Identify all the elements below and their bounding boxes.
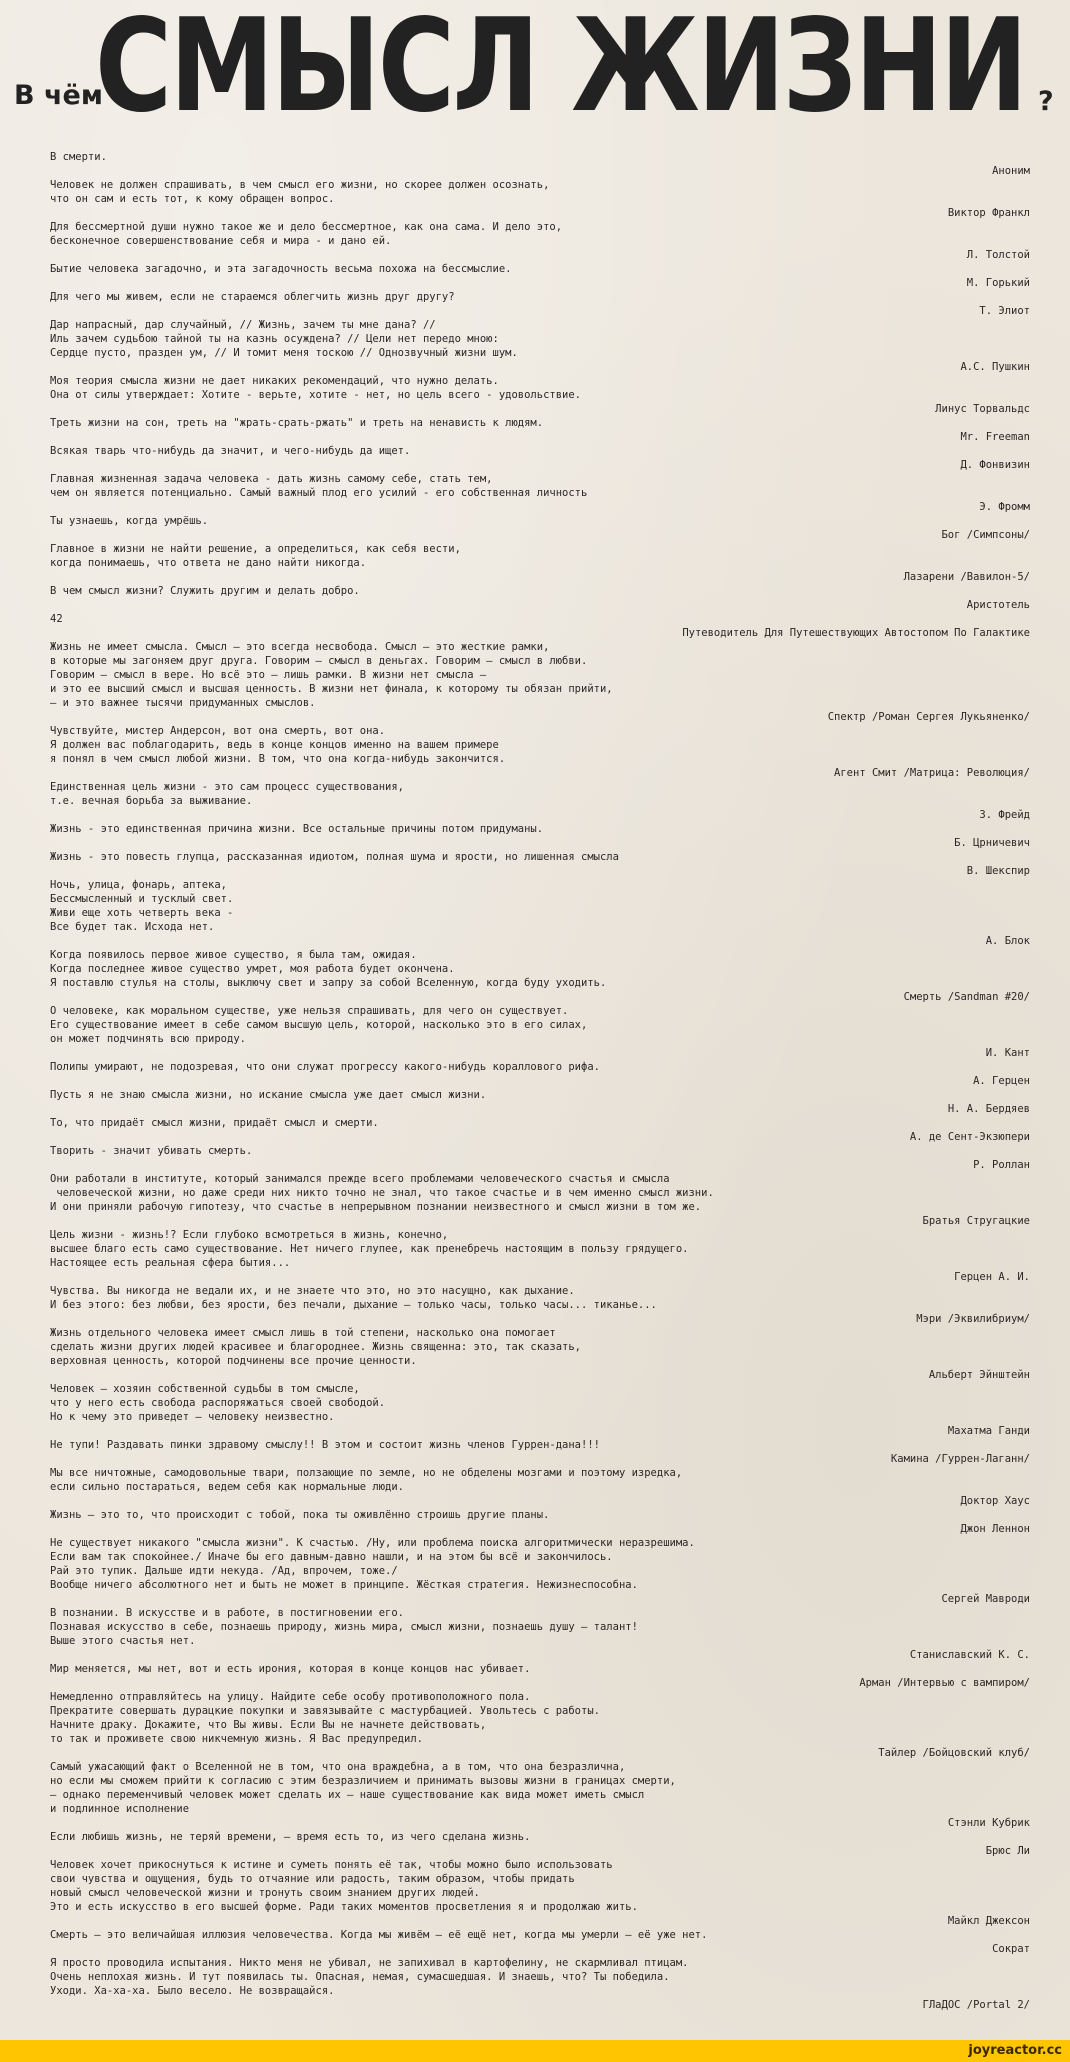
quote-line: Главное в жизни не найти решение, а определиться, как себя вести, <box>50 543 461 555</box>
quote-line: Очень неплохая жизнь. И тут появилась ты. Опасная, немая, сумасшедшая. И знаешь, что? Ты победила. <box>50 1971 670 1983</box>
quote-line: Жизнь не имеет смысла. Смысл — это всегда несвобода. Смысл — это жесткие рамки, <box>50 641 550 653</box>
quote-line: Это и есть искусство в его высшей форме. Ради таких моментов просветления я и продолжаю жить. <box>50 1901 638 1913</box>
quote-line: 42 <box>50 613 63 625</box>
quote-line: Начните драку. Докажите, что Вы живы. Если Вы не начнете действовать, <box>50 1719 487 1731</box>
quote-line: Мир меняется, мы нет, вот и есть ирония, которая в конце концов нас убивает. <box>50 1663 531 1675</box>
quote-line: Познавая искусство в себе, познаешь природу, жизнь мира, смысл жизни, познаешь душу — талант! <box>50 1621 638 1633</box>
quote-line: — однако переменчивый человек может сделать их — наше существование как вида может иметь смысл <box>50 1789 645 1801</box>
quote-line: Человек хочет прикоснуться к истине и суметь понять её так, чтобы можно было использовать <box>50 1859 613 1871</box>
quote-author: Альберт Эйнштейн <box>928 1369 1030 1381</box>
quote-line: В чем смысл жизни? Служить другим и делать добро. <box>50 585 360 597</box>
quote-line: Моя теория смысла жизни не дает никаких рекомендаций, что нужно делать. <box>50 375 499 387</box>
quote-author: Братья Стругацкие <box>922 1215 1030 1227</box>
quote-line: Сердце пусто, празден ум, // И томит меня тоскою // Однозвучный жизни шум. <box>50 347 518 359</box>
quote-line: Для чего мы живем, если не стараемся облегчить жизнь друг другу? <box>50 291 455 303</box>
quote-author: Виктор Франкл <box>947 207 1030 219</box>
quote-author: А.С. Пушкин <box>960 361 1030 373</box>
quote-author: Станиславский К. С. <box>909 1649 1030 1661</box>
quote-author: Стэнли Кубрик <box>947 1817 1030 1829</box>
quote-line: Жизнь - это единственная причина жизни. Все остальные причины потом придуманы. <box>50 823 544 835</box>
quote-line: Она от силы утверждает: Хотите - верьте, хотите - нет, но цель всего - удовольствие. <box>50 389 582 401</box>
quote-line: верховная ценность, которой подчинены все прочие ценности. <box>50 1355 417 1367</box>
quote-line: свои чувства и ощущения, будь то отчаяние или радость, таким образом, чтобы придать <box>50 1873 575 1885</box>
quote-line: Я поставлю стулья на столы, выключу свет и запру за собой Вселенную, когда буду уходить. <box>50 977 607 989</box>
quote-author: ГЛаДОС /Portal 2/ <box>922 1999 1030 2011</box>
quote-line: Творить - значит убивать смерть. <box>50 1145 253 1157</box>
quote-author: Тайлер /Бойцовский клуб/ <box>878 1747 1030 1759</box>
quote-line: Бытие человека загадочно, и эта загадочность весьма похожа на бессмыслие. <box>50 263 512 275</box>
title-prefix: В чём <box>14 80 103 111</box>
site-link[interactable]: joyreactor.cc <box>968 2043 1062 2058</box>
title-question-mark: ? <box>1038 86 1054 117</box>
poster-title: СМЫСЛ ЖИЗНИ <box>95 0 1026 141</box>
quote-line: То, что придаёт смысл жизни, придаёт смысл и смерти. <box>50 1117 379 1129</box>
quote-line: сделать жизни других людей красивее и благороднее. Жизнь священна: это, так сказать, <box>50 1341 582 1353</box>
quote-line: Всякая тварь что-нибудь да значит, и чего-нибудь да ищет. <box>50 445 411 457</box>
quote-author: Сократ <box>992 1943 1030 1955</box>
quote-line: Цель жизни - жизнь!? Если глубоко всмотреться в жизнь, конечно, <box>50 1229 449 1241</box>
quote-author: Аноним <box>992 165 1030 177</box>
quote-line: чем он является потенциально. Самый важный плод его усилий - его собственная личность <box>50 487 588 499</box>
quote-line: но если мы сможем прийти к согласию с этим безразличием и принимать вызовы жизни в границах смерти, <box>50 1775 676 1787</box>
quote-line: Для бессмертной души нужно такое же и дело бессмертное, как она сама. И дело это, <box>50 221 563 233</box>
quote-author: Джон Леннон <box>960 1523 1030 1535</box>
quote-line: Я просто проводила испытания. Никто меня не убивал, не запихивал в картофелину, не скармливал птицам. <box>50 1957 689 1969</box>
quote-line: Рай это тупик. Дальше идти некуда. /Ад, впрочем, тоже./ <box>50 1565 398 1577</box>
quotes-list <box>50 150 1030 2012</box>
quote-line: Когда последнее живое существо умрет, моя работа будет окончена. <box>50 963 455 975</box>
quote-author: Д. Фонвизин <box>960 459 1030 471</box>
quote-line: Уходи. Ха-ха-ха. Было весело. Не возвращайся. <box>50 1985 335 1997</box>
quote-line: Ты узнаешь, когда умрёшь. <box>50 515 209 527</box>
quote-author: Э. Фромм <box>979 501 1030 513</box>
quote-line: то так и проживете свою никчемную жизнь. Я Вас предупредил. <box>50 1733 423 1745</box>
quote-line: Все будет так. Исхода нет. <box>50 921 215 933</box>
quote-author: Т. Элиот <box>979 305 1030 317</box>
quote-line: В смерти. <box>50 151 107 163</box>
quote-line: Жизнь отдельного человека имеет смысл лишь в той степени, насколько она помогает <box>50 1327 556 1339</box>
quote-line: Если вам так спокойнее./ Иначе бы его давным-давно нашли, и на этом бы всё и закончилось. <box>50 1551 613 1563</box>
quote-author: Смерть /Sandman #20/ <box>903 991 1030 1003</box>
quote-author: Герцен А. И. <box>954 1271 1030 1283</box>
quote-line: Пусть я не знаю смысла жизни, но искание смысла уже дает смысл жизни. <box>50 1089 487 1101</box>
quote-line: в которые мы загоняем друг друга. Говорим — смысл в деньгах. Говорим — смысл в любви. <box>50 655 588 667</box>
quote-line: Ночь, улица, фонарь, аптека, <box>50 879 228 891</box>
quote-line: Треть жизни на сон, треть на "жрать-срать-ржать" и треть на ненависть к людям. <box>50 417 544 429</box>
quote-author: Агент Смит /Матрица: Революция/ <box>834 767 1030 779</box>
quote-author: Mr. Freeman <box>960 431 1030 443</box>
quote-line: Дар напрасный, дар случайный, // Жизнь, зачем ты мне дана? // <box>50 319 436 331</box>
quote-author: Арман /Интервью с вампиром/ <box>859 1677 1030 1689</box>
quote-line: Но к чему это приведет — человеку неизвестно. <box>50 1411 335 1423</box>
quote-line: человеческой жизни, но даже среди них никто точно не знал, что такое счастье и в чем именно смысл жизни. <box>50 1187 714 1199</box>
quote-author: Бог /Симпсоны/ <box>941 529 1030 541</box>
quote-line: я понял в чем смысл любой жизни. В том, что она когда-нибудь закончится. <box>50 753 506 765</box>
quote-line: высшее благо есть само существование. Нет ничего глупее, как пренебречь настоящим в пользу грядущего. <box>50 1243 689 1255</box>
quote-line: Живи еще хоть четверть века - <box>50 907 234 919</box>
quote-line: Настоящее есть реальная сфера бытия... <box>50 1257 291 1269</box>
quote-author: М. Горький <box>966 277 1030 289</box>
quote-author: Аристотель <box>966 599 1030 611</box>
quote-line: Если любишь жизнь, не теряй времени, — время есть то, из чего сделана жизнь. <box>50 1831 531 1843</box>
quote-author: Сергей Мавроди <box>941 1593 1030 1605</box>
quote-author: Лазарени /Вавилон-5/ <box>903 571 1030 583</box>
quote-line: Выше этого счастья нет. <box>50 1635 196 1647</box>
quote-line: бесконечное совершенствование себя и мира - и дано ей. <box>50 235 392 247</box>
quote-line: Не тупи! Раздавать пинки здравому смыслу!! В этом и состоит жизнь членов Гуррен-дана!!! <box>50 1439 600 1451</box>
quote-line: Жизнь — это то, что происходит с тобой, пока ты оживлённо строишь другие планы. <box>50 1509 550 1521</box>
quote-line: и подлинное исполнение <box>50 1803 190 1815</box>
quote-author: В. Шекспир <box>966 865 1030 877</box>
quote-line: Полипы умирают, не подозревая, что они служат прогрессу какого-нибудь кораллового рифа. <box>50 1061 600 1073</box>
quote-line: Человек — хозяин собственной судьбы в том смысле, <box>50 1383 360 1395</box>
quote-line: Мы все ничтожные, самодовольные твари, ползающие по земле, но не обделены мозгами и поэтому изредка, <box>50 1467 683 1479</box>
quote-line: И без этого: без любви, без ярости, без печали, дыхание — только часы, только часы... тиканье... <box>50 1299 657 1311</box>
quote-line: Иль зачем судьбою тайной ты на казнь осуждена? // Цели нет передо мною: <box>50 333 499 345</box>
quote-author: Путеводитель Для Путешествующих Автостопом По Галактике <box>682 627 1030 639</box>
quote-author: А. де Сент-Экзюпери <box>909 1131 1030 1143</box>
quote-line: Человек не должен спрашивать, в чем смысл его жизни, но скорее должен осознать, <box>50 179 550 191</box>
quote-line: Самый ужасающий факт о Вселенной не в том, что она враждебна, а в том, что она безразлична, <box>50 1761 626 1773</box>
quote-author: Мэри /Эквилибриум/ <box>916 1313 1030 1325</box>
quote-line: Не существует никакого "смысла жизни". К счастью. /Ну, или проблема поиска алгоритмически неразрешима. <box>50 1537 695 1549</box>
poster-header <box>0 0 1070 145</box>
quote-author: А. Блок <box>985 935 1030 947</box>
quote-line: И они приняли рабочую гипотезу, что счастье в непрерывном познании неизвестного и смысл жизни в том же. <box>50 1201 702 1213</box>
quote-line: что у него есть свобода распоряжаться своей свободой. <box>50 1397 386 1409</box>
quote-line: он может подчинять всю природу. <box>50 1033 246 1045</box>
quote-line: — и это важнее тысячи придуманных смыслов. <box>50 697 316 709</box>
quote-line: если сильно постараться, ведем себя как нормальные люди. <box>50 1481 405 1493</box>
quote-author: Камина /Гуррен-Лаганн/ <box>890 1453 1030 1465</box>
quote-line: Его существование имеет в себе самом высшую цель, которой, насколько это в его силах, <box>50 1019 588 1031</box>
quote-line: новый смысл человеческой жизни и тронуть своим знанием других людей. <box>50 1887 480 1899</box>
quote-line: Главная жизненная задача человека - дать жизнь самому себе, стать тем, <box>50 473 493 485</box>
quote-line: Вообще ничего абсолютного нет и быть не может в принципе. Жёсткая стратегия. Нежизнеспособна. <box>50 1579 638 1591</box>
quote-line: т.е. вечная борьба за выживание. <box>50 795 253 807</box>
quote-author: Майкл Джексон <box>947 1915 1030 1927</box>
quote-line: В познании. В искусстве и в работе, в постигновении его. <box>50 1607 405 1619</box>
quote-author: И. Кант <box>985 1047 1030 1059</box>
quote-line: Говорим — смысл в вере. Но всё это — лишь рамки. В жизни нет смысла — <box>50 669 487 681</box>
quote-author: Доктор Хаус <box>960 1495 1030 1507</box>
quote-line: когда понимаешь, что ответа не дано найти никогда. <box>50 557 367 569</box>
quote-line: Смерть — это величайшая иллюзия человечества. Когда мы живём — её ещё нет, когда мы умерли — её уже нет. <box>50 1929 708 1941</box>
quote-author: Линус Торвальдс <box>935 403 1030 415</box>
quote-author: Б. Црничевич <box>954 837 1030 849</box>
quote-line: что он сам и есть тот, к кому обращен вопрос. <box>50 193 335 205</box>
quote-line: Бессмысленный и тусклый свет. <box>50 893 234 905</box>
quote-line: Жизнь - это повесть глупца, рассказанная идиотом, полная шума и ярости, но лишенная смысла <box>50 851 619 863</box>
quote-line: Когда появилось первое живое существо, я была там, ожидая. <box>50 949 417 961</box>
quote-line: Я должен вас поблагодарить, ведь в конце концов именно на вашем примере <box>50 739 499 751</box>
quote-author: Брюс Ли <box>985 1845 1030 1857</box>
quote-line: и это ее высший смысл и высшая ценность. В жизни нет финала, к которому ты обязан прийти, <box>50 683 613 695</box>
quote-line: Немедленно отправляйтесь на улицу. Найдите себе особу противоположного пола. <box>50 1691 531 1703</box>
quote-author: А. Герцен <box>973 1075 1030 1087</box>
quote-author: Р. Роллан <box>973 1159 1030 1171</box>
quote-author: Л. Толстой <box>966 249 1030 261</box>
quote-author: Н. А. Бердяев <box>947 1103 1030 1115</box>
footer-bar <box>0 2040 1070 2062</box>
quote-line: Они работали в институте, который занимался прежде всего проблемами человеческого счастья и смысла <box>50 1173 670 1185</box>
quote-line: Прекратите совершать дурацкие покупки и завязывайте с мастурбацией. Увольтесь с работы. <box>50 1705 600 1717</box>
quote-line: Чувствуйте, мистер Андерсон, вот она смерть, вот она. <box>50 725 386 737</box>
quote-line: Чувства. Вы никогда не ведали их, и не знаете что это, но это насущно, как дыхание. <box>50 1285 575 1297</box>
quote-author: З. Фрейд <box>979 809 1030 821</box>
quote-author: Махатма Ганди <box>947 1425 1030 1437</box>
quote-author: Спектр /Роман Сергея Лукьяненко/ <box>827 711 1030 723</box>
quote-line: О человеке, как моральном существе, уже нельзя спрашивать, для чего он существует. <box>50 1005 569 1017</box>
quote-line: Единственная цель жизни - это сам процесс существования, <box>50 781 405 793</box>
